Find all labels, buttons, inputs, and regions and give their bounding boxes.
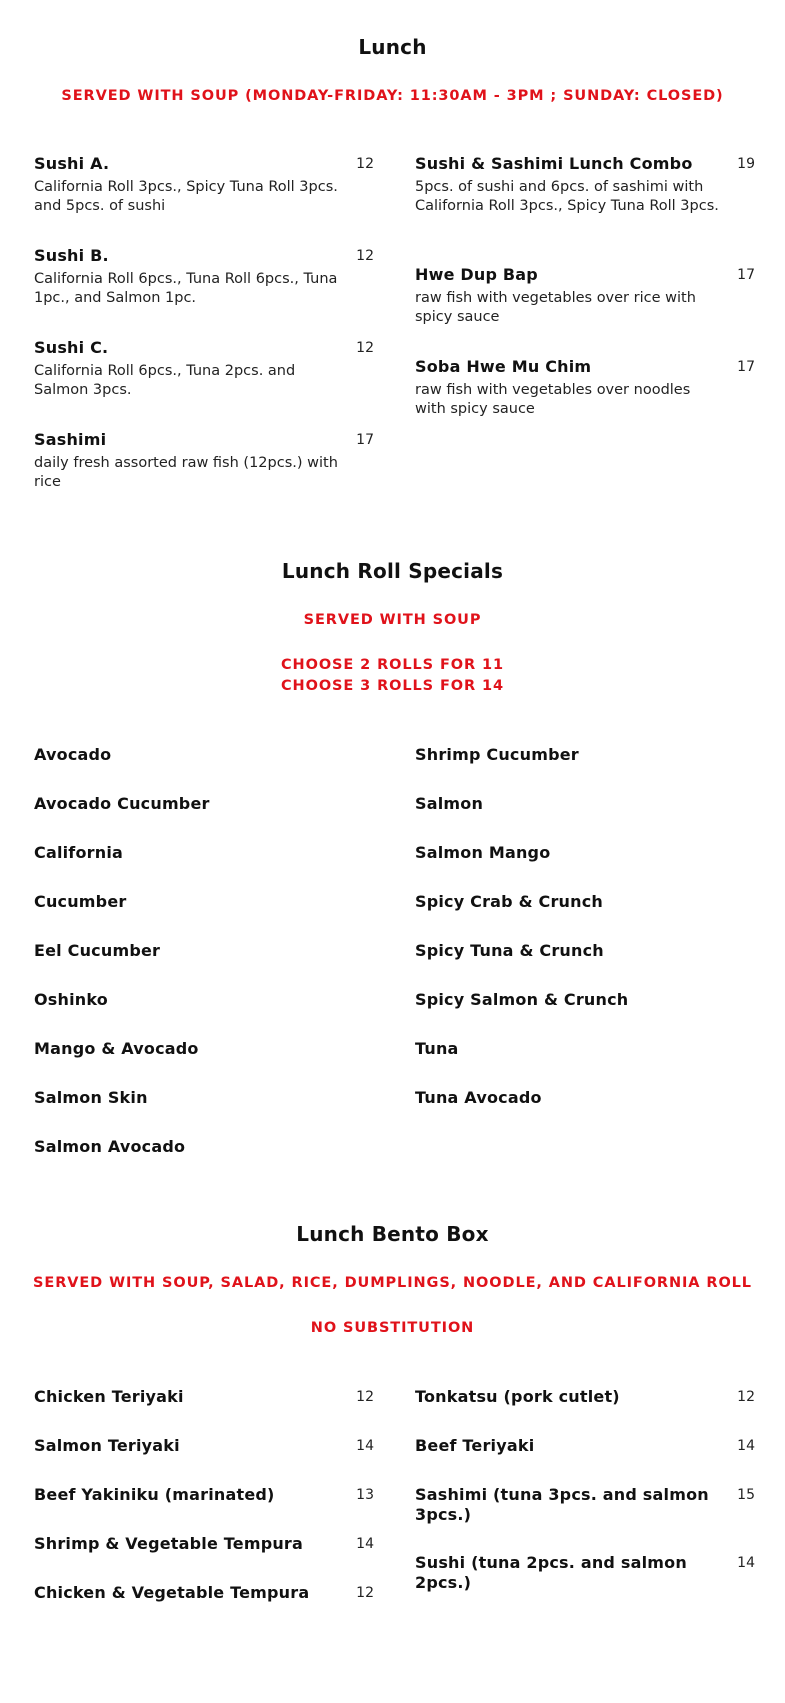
menu-item (415, 265, 755, 357)
menu-item (34, 1583, 374, 1632)
roll-item: Salmon Skin (34, 1088, 148, 1107)
roll-item: Mango & Avocado (34, 1039, 199, 1058)
item-name: Tonkatsu (pork cutlet) (415, 1387, 620, 1406)
roll-item: Spicy Salmon & Crunch (415, 990, 629, 1009)
item-name: Hwe Dup Bap (415, 265, 538, 284)
item-price: 17 (356, 432, 374, 448)
choose-2-rolls-note: CHOOSE 2 ROLLS FOR 11 (281, 657, 504, 673)
item-name: Sushi & Sashimi Lunch Combo (415, 154, 693, 173)
roll-item: Shrimp Cucumber (415, 745, 579, 764)
lunch-title: Lunch (358, 35, 427, 59)
item-price: 14 (356, 1536, 374, 1552)
item-description: California Roll 6pcs., Tuna 2pcs. and Salmon 3pcs. (34, 363, 296, 398)
item-price: 19 (737, 156, 755, 172)
item-name: Beef Yakiniku (marinated) (34, 1485, 275, 1504)
roll-item: Spicy Tuna & Crunch (415, 941, 604, 960)
roll-item: Eel Cucumber (34, 941, 161, 960)
item-price: 17 (737, 267, 755, 283)
roll-item: Avocado Cucumber (34, 794, 210, 813)
menu-item (34, 1534, 374, 1583)
menu-item (34, 430, 374, 500)
roll-specials-served-note: SERVED WITH SOUP (303, 612, 482, 628)
item-price: 15 (737, 1487, 755, 1503)
item-name: Chicken Teriyaki (34, 1387, 184, 1406)
choose-3-rolls-note: CHOOSE 3 ROLLS FOR 14 (281, 678, 504, 694)
menu-item (34, 338, 374, 430)
item-name: Shrimp & Vegetable Tempura (34, 1534, 304, 1553)
item-name: Sashimi (tuna 3pcs. and salmon 3pcs.) (415, 1485, 709, 1524)
item-price: 14 (737, 1555, 755, 1571)
item-description: raw fish with vegetables over noodles with spicy sauce (415, 382, 691, 417)
roll-item: Cucumber (34, 892, 127, 911)
item-name: Sushi C. (34, 338, 109, 357)
lunch-left-column (34, 154, 374, 500)
menu-item (34, 154, 374, 246)
menu-item (415, 1485, 755, 1553)
item-description: 5pcs. of sushi and 6pcs. of sashimi with California Roll 3pcs., Spicy Tuna Roll 3pcs. (415, 179, 719, 214)
menu-item (34, 1387, 374, 1436)
bento-title: Lunch Bento Box (296, 1222, 489, 1246)
roll-list-right (415, 745, 755, 1137)
item-name: Sushi (tuna 2pcs. and salmon 2pcs.) (415, 1553, 687, 1592)
item-price: 12 (356, 248, 374, 264)
bento-left-column (34, 1387, 374, 1632)
item-name: Sushi A. (34, 154, 110, 173)
menu-item (415, 1553, 755, 1602)
bento-right-column (415, 1387, 755, 1602)
item-name: Chicken & Vegetable Tempura (34, 1583, 310, 1602)
menu-item (34, 246, 374, 338)
item-description: daily fresh assorted raw fish (12pcs.) with rice (34, 455, 338, 490)
lunch-served-note: SERVED WITH SOUP (MONDAY-FRIDAY: 11:30AM - 3PM ; SUNDAY: CLOSED) (61, 88, 724, 104)
item-description: California Roll 6pcs., Tuna Roll 6pcs., Tuna 1pc., and Salmon 1pc. (34, 271, 338, 306)
lunch-right-column (415, 154, 755, 427)
item-price: 12 (356, 1389, 374, 1405)
roll-item: Tuna Avocado (415, 1088, 542, 1107)
menu-item (415, 154, 755, 265)
menu-item (415, 1387, 755, 1436)
roll-item: Salmon (415, 794, 484, 813)
roll-item: Salmon Mango (415, 843, 551, 862)
bento-served-note: SERVED WITH SOUP, SALAD, RICE, DUMPLINGS, NOODLE, AND CALIFORNIA ROLL (33, 1275, 752, 1291)
roll-specials-title: Lunch Roll Specials (281, 559, 504, 583)
menu-item (415, 1436, 755, 1485)
item-description: California Roll 3pcs., Spicy Tuna Roll 3pcs. and 5pcs. of sushi (34, 179, 338, 214)
item-name: Sashimi (34, 430, 107, 449)
menu-item (34, 1485, 374, 1534)
roll-item: Salmon Avocado (34, 1137, 186, 1156)
roll-item: Oshinko (34, 990, 108, 1009)
item-price: 13 (356, 1487, 374, 1503)
roll-item: Spicy Crab & Crunch (415, 892, 604, 911)
item-price: 12 (737, 1389, 755, 1405)
roll-list-left (34, 745, 374, 1186)
item-price: 12 (356, 340, 374, 356)
roll-item: California (34, 843, 124, 862)
item-price: 14 (356, 1438, 374, 1454)
menu-item (415, 357, 755, 427)
menu-item (34, 1436, 374, 1485)
item-name: Sushi B. (34, 246, 109, 265)
item-price: 12 (356, 156, 374, 172)
item-name: Soba Hwe Mu Chim (415, 357, 592, 376)
item-price: 17 (737, 359, 755, 375)
item-name: Salmon Teriyaki (34, 1436, 180, 1455)
item-name: Beef Teriyaki (415, 1436, 535, 1455)
no-substitution-note: NO SUBSTITUTION (310, 1320, 475, 1336)
item-price: 12 (356, 1585, 374, 1601)
roll-item: Avocado (34, 745, 112, 764)
roll-item: Tuna (415, 1039, 459, 1058)
item-price: 14 (737, 1438, 755, 1454)
item-description: raw fish with vegetables over rice with spicy sauce (415, 290, 696, 325)
